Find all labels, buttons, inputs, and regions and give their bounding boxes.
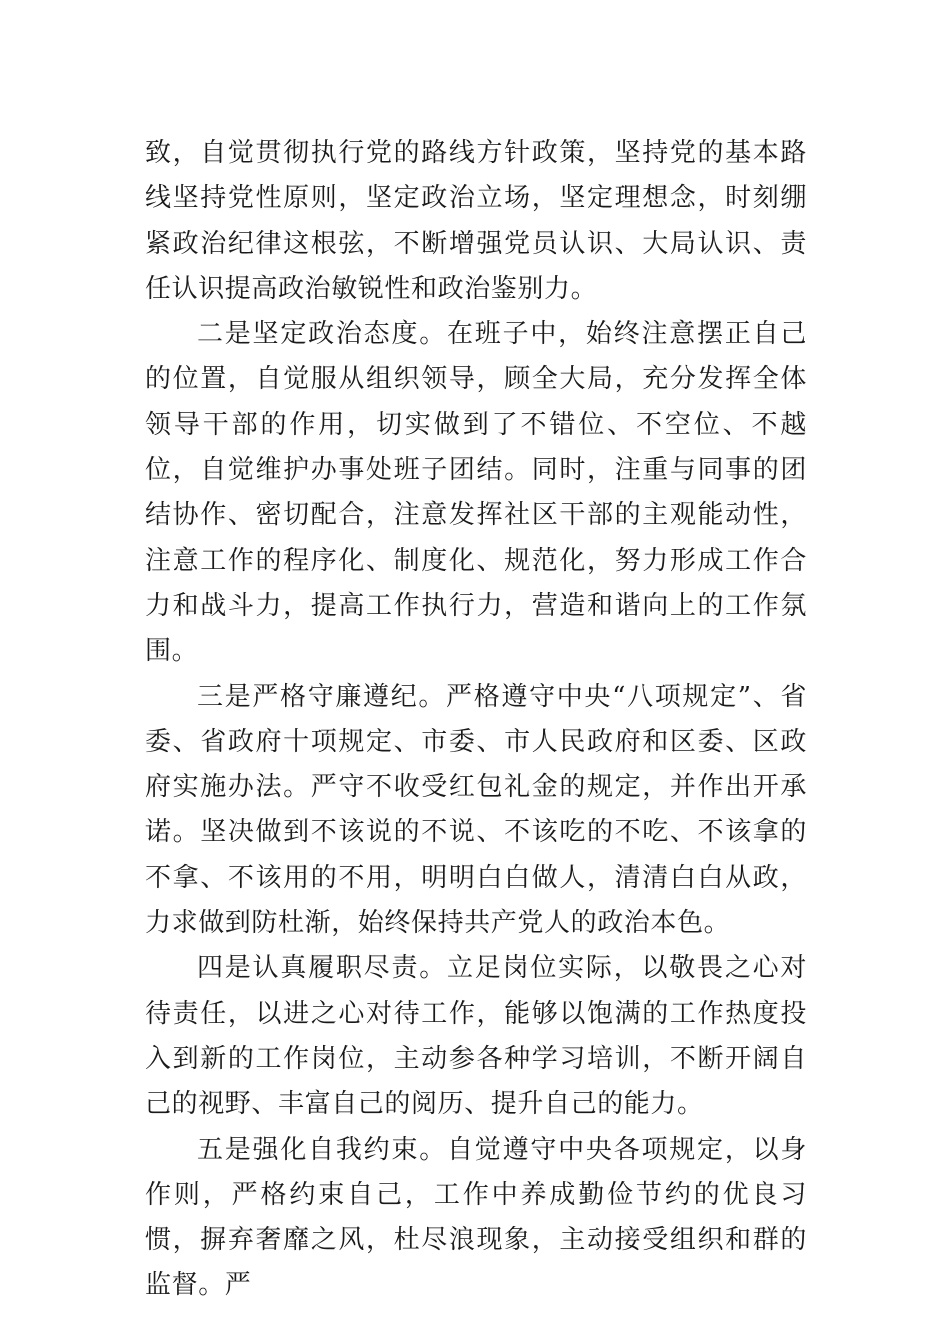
document-body (145, 131, 807, 1309)
paragraph-duty-performance: 四是认真履职尽责。立足岗位实际，以敬畏之心对待责任，以进之心对待工作，能够以饱满的工作热度投入到新的工作岗位，主动参各种学习培训，不断开阔自己的视野、丰富自己的阅历、提升自己的能力。 (145, 953, 807, 1120)
paragraph-political-attitude: 二是坚定政治态度。在班子中，始终注意摆正自己的位置，自觉服从组织领导，顾全大局，充分发挥全体领导干部的作用，切实做到了不错位、不空位、不越位，自觉维护办事处班子团结。同时，注重与同事的团结协作、密切配合，注意发挥社区干部的主观能动性，注意工作的程序化、制度化、规范化，努力形成工作合力和战斗力，提高工作执行力，营造和谐向上的工作氛围。 (145, 319, 807, 667)
paragraph-self-restraint: 五是强化自我约束。自觉遵守中央各项规定，以身作则，严格约束自己，工作中养成勤俭节约的优良习惯，摒弃奢靡之风，杜尽浪现象，主动接受组织和群的监督。严 (145, 1134, 807, 1301)
paragraph-continuation: 致，自觉贯彻执行党的路线方针政策，坚持党的基本路线坚持党性原则，坚定政治立场，坚定理想念，时刻绷紧政治纪律这根弦，不断增强党员认识、大局认识、责任认识提高政治敏锐性和政治鉴别力。 (145, 138, 807, 304)
paragraph-integrity-discipline: 三是严格守廉遵纪。严格遵守中央“八项规定”、省委、省政府十项规定、市委、市人民政府和区委、区政府实施办法。严守不收受红包礼金的规定，并作出开承诺。坚决做到不该说的不说、不该吃的不吃、不该拿的不拿、不该用的不用，明明白白做人，清清白白从政，力求做到防杜渐，始终保持共产党人的政治本色。 (145, 681, 807, 939)
